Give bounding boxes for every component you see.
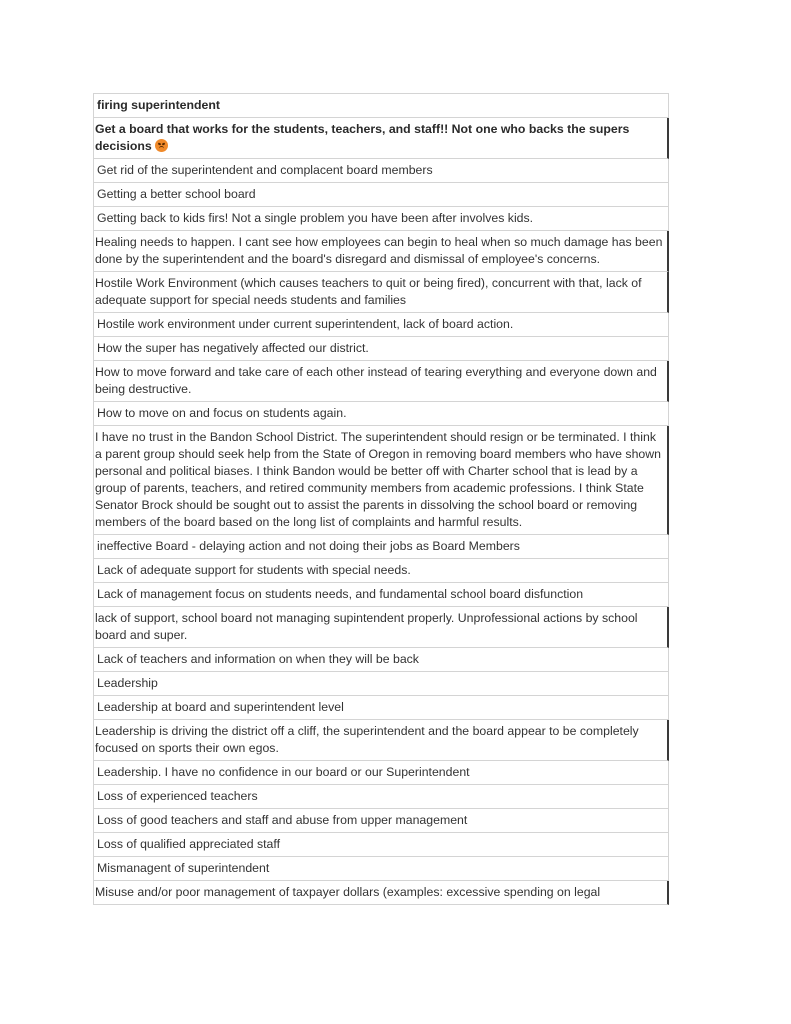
table-row bbox=[94, 183, 668, 207]
table-row bbox=[94, 761, 668, 785]
table-row bbox=[94, 648, 668, 672]
table-row bbox=[94, 857, 668, 881]
response-text: Loss of qualified appreciated staff bbox=[97, 837, 280, 851]
table-row bbox=[94, 535, 668, 559]
response-text: Leadership is driving the district off a cliff, the superintendent and the board appear to be completely focused on sports their own egos. bbox=[95, 724, 639, 755]
response-text: Getting back to kids firs! Not a single problem you have been after involves kids. bbox=[97, 211, 534, 225]
response-text: firing superintendent bbox=[97, 98, 220, 112]
table-row bbox=[94, 361, 669, 402]
response-text: Getting a better school board bbox=[97, 187, 256, 201]
response-text: Mismanagent of superintendent bbox=[97, 861, 270, 875]
table-row bbox=[94, 159, 668, 183]
response-text: Leadership at board and superintendent level bbox=[97, 700, 344, 714]
table-row bbox=[94, 426, 669, 535]
table-row bbox=[94, 402, 668, 426]
response-text: Get rid of the superintendent and complacent board members bbox=[97, 163, 433, 177]
table-row bbox=[94, 337, 668, 361]
response-text: Lack of management focus on students needs, and fundamental school board disfunction bbox=[97, 587, 584, 601]
response-text: Hostile Work Environment (which causes teachers to quit or being fired), concurrent with that, lack of adequate support for special needs students and families bbox=[95, 276, 642, 307]
response-text: Get a board that works for the students, teachers, and staff!! Not one who backs the supers decisions bbox=[95, 122, 630, 153]
table-row bbox=[94, 833, 668, 857]
response-text: Hostile work environment under current superintendent, lack of board action. bbox=[97, 317, 514, 331]
table-row bbox=[94, 118, 669, 159]
response-text: Healing needs to happen. I cant see how employees can begin to heal when so much damage has been done by the superintendent and the board's disregard and dismissal of employee's concerns. bbox=[95, 235, 663, 266]
table-row bbox=[94, 94, 668, 118]
angry-face-icon bbox=[155, 139, 168, 152]
response-text: How to move forward and take care of each other instead of tearing everything and everyone down and being destructive. bbox=[95, 365, 657, 396]
response-text: Misuse and/or poor management of taxpayer dollars (examples: excessive spending on legal bbox=[95, 885, 601, 899]
response-text: Loss of experienced teachers bbox=[97, 789, 258, 803]
table-row bbox=[94, 272, 669, 313]
table-row bbox=[94, 809, 668, 833]
response-text: Leadership bbox=[97, 676, 158, 690]
response-text: I have no trust in the Bandon School District. The superintendent should resign or be terminated. I think a parent group should seek help from the State of Oregon in removing board members who have shown personal and political biases. I think Bandon would be better off with Charter school that is lead by a group of parents, teachers, and retired community members from academic professions. I think State Senator Brock should be sought out to assist the parents in dissolving the school board or removing members of the board based on the long list of complaints and harmful results. bbox=[95, 430, 661, 529]
table-row bbox=[94, 231, 669, 272]
response-text: ineffective Board - delaying action and not doing their jobs as Board Members bbox=[97, 539, 520, 553]
responses-table bbox=[93, 93, 669, 905]
response-text: Lack of teachers and information on when they will be back bbox=[97, 652, 419, 666]
table-row bbox=[94, 672, 668, 696]
table-row bbox=[94, 696, 668, 720]
response-text: Loss of good teachers and staff and abuse from upper management bbox=[97, 813, 468, 827]
response-text: lack of support, school board not managing supintendent properly. Unprofessional actions by school board and super. bbox=[95, 611, 638, 642]
table-row bbox=[94, 207, 668, 231]
table-row bbox=[94, 785, 668, 809]
table-row bbox=[94, 881, 669, 905]
table-row bbox=[94, 607, 669, 648]
table-row bbox=[94, 583, 668, 607]
table-row bbox=[94, 313, 668, 337]
response-text: Leadership. I have no confidence in our board or our Superintendent bbox=[97, 765, 470, 779]
response-text: How the super has negatively affected our district. bbox=[97, 341, 369, 355]
response-text: Lack of adequate support for students with special needs. bbox=[97, 563, 411, 577]
table-row bbox=[94, 720, 669, 761]
response-text: How to move on and focus on students again. bbox=[97, 406, 347, 420]
table-row bbox=[94, 559, 668, 583]
